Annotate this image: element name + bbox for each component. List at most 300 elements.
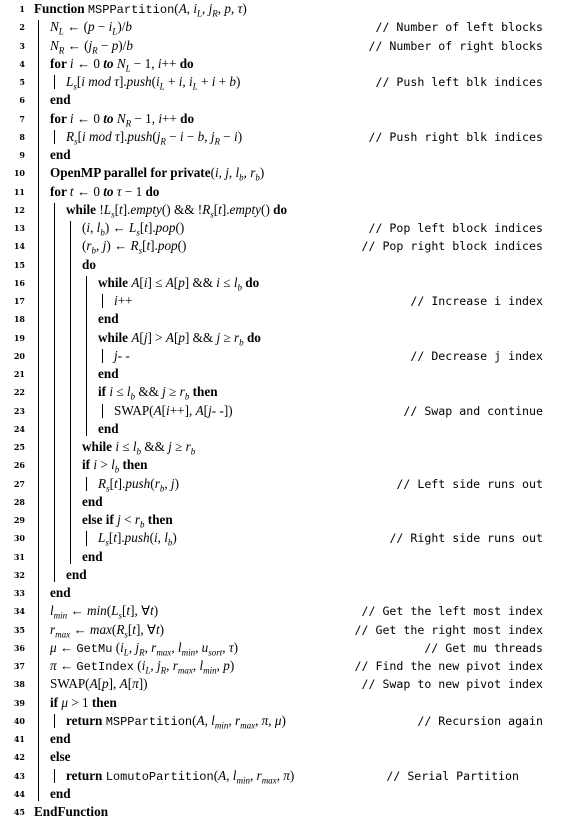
code-token: EndFunction xyxy=(34,804,109,819)
code-token: + xyxy=(197,74,212,89)
algorithm-line xyxy=(0,657,567,675)
code-token: j xyxy=(162,384,166,400)
code-token: j xyxy=(88,37,93,53)
code-token: R xyxy=(160,665,167,676)
algorithm-line xyxy=(0,164,567,182)
line-code xyxy=(50,584,71,602)
line-code xyxy=(114,402,233,420)
code-token: R xyxy=(125,118,132,129)
code-token: && xyxy=(141,439,169,454)
code-token: max xyxy=(156,647,172,658)
code-token: b xyxy=(136,446,142,457)
block-bar xyxy=(102,404,103,418)
line-comment: // Increase i index xyxy=(410,294,543,308)
code-token: max xyxy=(89,621,112,637)
algorithm-line xyxy=(0,493,567,511)
code-token: ← ( xyxy=(64,37,89,53)
code-token: L xyxy=(129,220,137,235)
code-token: i xyxy=(93,457,98,473)
code-token: ] && xyxy=(184,274,217,290)
code-token: ++], xyxy=(169,402,196,418)
code-token: ], ∀ xyxy=(130,603,151,619)
algorithm-line xyxy=(0,55,567,73)
code-token: A xyxy=(89,676,98,692)
code-token: while xyxy=(98,329,132,345)
code-token: i xyxy=(86,220,91,235)
code-token: i xyxy=(178,74,183,89)
code-token: [ xyxy=(203,402,209,418)
line-number: 7 xyxy=(19,113,25,124)
code-token: t xyxy=(126,603,131,619)
code-token: , xyxy=(96,238,103,254)
code-token: l xyxy=(111,457,115,473)
code-token: GetIndex xyxy=(76,660,134,674)
line-number: 27 xyxy=(13,478,25,489)
code-token: if xyxy=(98,384,110,400)
line-number: 9 xyxy=(19,150,25,160)
algorithm-line xyxy=(0,183,567,201)
line-number: 5 xyxy=(19,77,25,87)
code-token: max xyxy=(261,775,277,786)
code-token: for xyxy=(50,183,70,199)
code-token: L xyxy=(145,665,151,676)
code-token: push xyxy=(125,475,151,491)
code-token: j xyxy=(170,475,175,491)
code-token: l xyxy=(211,712,215,728)
code-token: A xyxy=(196,712,205,728)
code-token: min xyxy=(181,647,196,658)
code-token: + xyxy=(164,74,179,89)
code-token: end xyxy=(98,311,119,327)
code-token: i xyxy=(120,639,124,655)
code-token: max xyxy=(240,720,256,731)
line-comment: // Push left blk indices xyxy=(375,75,543,89)
code-token: b xyxy=(114,464,120,475)
code-token: ← ( xyxy=(63,19,88,35)
code-token: − 1, xyxy=(131,110,159,126)
code-token: push xyxy=(124,530,150,546)
line-number: 1 xyxy=(19,4,25,14)
code-token: ) xyxy=(259,165,265,181)
code-token: [ xyxy=(127,676,133,692)
code-token: j xyxy=(117,512,121,527)
code-token: j xyxy=(156,658,161,673)
code-token: i xyxy=(166,402,170,418)
code-token: − xyxy=(97,37,112,53)
code-token: i mod τ xyxy=(81,128,120,144)
block-bar xyxy=(86,477,87,491)
code-token: j xyxy=(225,165,229,181)
code-token: A xyxy=(218,767,227,783)
line-number: 16 xyxy=(13,277,25,288)
code-token: , xyxy=(90,220,97,235)
algorithm-line xyxy=(0,584,567,602)
line-number: 35 xyxy=(13,624,25,635)
code-token: end xyxy=(66,566,87,582)
code-token: end xyxy=(98,366,119,381)
code-token: j xyxy=(208,402,212,418)
code-token: do xyxy=(179,55,194,71)
code-token: A xyxy=(165,274,174,290)
code-token: s xyxy=(111,209,115,220)
code-token: l xyxy=(177,639,182,655)
code-token: do xyxy=(180,110,195,126)
code-token: s xyxy=(106,483,110,494)
code-token: for xyxy=(50,110,70,126)
line-number: 32 xyxy=(13,569,25,580)
code-token: L xyxy=(192,81,198,92)
code-token: N xyxy=(50,19,59,35)
line-comment: // Swap to new pivot index xyxy=(361,677,543,692)
code-token: pop xyxy=(157,238,178,254)
code-token: b xyxy=(184,391,190,402)
code-token: end xyxy=(50,731,71,746)
code-token: b xyxy=(140,519,145,530)
code-token: push xyxy=(127,128,153,144)
line-comment: // Get the right most index xyxy=(354,622,543,637)
code-token: p xyxy=(223,658,230,673)
code-token: to xyxy=(103,110,117,126)
code-token: > 1 xyxy=(67,694,92,710)
code-token: r xyxy=(151,639,157,655)
code-token: l xyxy=(235,165,240,181)
code-token: , xyxy=(226,767,233,783)
code-token: s xyxy=(138,245,143,256)
line-number: 20 xyxy=(13,350,25,361)
line-number: 15 xyxy=(13,259,25,270)
code-token: sort xyxy=(208,647,223,658)
code-token: b xyxy=(167,537,173,548)
code-token: [ xyxy=(173,274,179,290)
algorithm-line xyxy=(0,730,567,748)
code-token: end xyxy=(50,785,71,801)
code-token: ≤ xyxy=(113,384,127,400)
code-token: t xyxy=(150,603,154,619)
code-token: l xyxy=(233,274,238,290)
code-token: [ xyxy=(122,603,127,619)
code-token: R xyxy=(139,647,145,658)
code-token: end xyxy=(82,548,103,564)
line-number: 23 xyxy=(13,405,25,416)
code-token: ) xyxy=(242,1,247,16)
block-bar xyxy=(86,276,87,436)
code-token: ! xyxy=(99,201,104,217)
algorithm-line xyxy=(0,785,567,803)
code-token: ← 0 xyxy=(73,110,104,126)
code-token: SWAP( xyxy=(114,402,154,418)
code-token: ( xyxy=(210,165,215,181)
code-token: end xyxy=(50,585,71,600)
code-token: end xyxy=(82,493,103,509)
algorithm-line xyxy=(0,201,567,219)
code-token: ( xyxy=(82,238,87,254)
code-token: ]. xyxy=(147,220,156,235)
line-number: 29 xyxy=(13,515,25,525)
code-token: MSPPartition xyxy=(105,714,193,729)
line-code xyxy=(34,803,108,821)
code-token: j xyxy=(102,238,107,254)
block-bar xyxy=(70,221,71,564)
code-token: p xyxy=(102,676,109,692)
code-token: τ xyxy=(228,639,234,655)
code-token: L xyxy=(197,8,203,19)
code-token: A xyxy=(131,329,140,345)
code-token: t xyxy=(132,621,136,637)
code-token: ) xyxy=(174,475,179,491)
code-token: ( xyxy=(149,530,154,546)
code-token: push xyxy=(126,74,152,89)
code-token: b xyxy=(239,337,244,348)
line-number: 24 xyxy=(13,423,25,434)
code-token: ++ xyxy=(161,55,180,71)
code-token: ← xyxy=(67,603,87,619)
code-token: R xyxy=(202,201,211,217)
code-token: i xyxy=(214,165,219,181)
code-token: p xyxy=(111,37,119,53)
code-token: ++ xyxy=(162,110,181,126)
algorithm-line xyxy=(0,602,567,620)
code-token: i xyxy=(69,55,74,71)
algorithm-line xyxy=(0,621,567,639)
code-token: b xyxy=(255,172,260,183)
line-comment: // Get the left most index xyxy=(361,604,543,619)
code-token: [ xyxy=(76,74,82,89)
code-token: ≥ xyxy=(220,329,235,345)
code-token: t xyxy=(146,238,151,254)
code-token: i xyxy=(211,74,216,89)
line-code xyxy=(50,183,159,201)
code-token: , xyxy=(128,639,136,655)
line-number: 37 xyxy=(13,661,25,671)
code-token: π xyxy=(50,658,57,673)
block-bar xyxy=(38,20,39,801)
code-token: + xyxy=(215,74,230,89)
code-token: i xyxy=(158,110,162,126)
code-token: μ xyxy=(50,639,57,655)
code-token: [ xyxy=(161,402,167,418)
code-token: j xyxy=(210,128,215,144)
line-number: 3 xyxy=(19,40,25,51)
line-comment: // Left side runs out xyxy=(396,476,543,491)
code-token: ) xyxy=(233,639,239,655)
line-number: 10 xyxy=(13,168,25,179)
code-token: R xyxy=(58,45,65,56)
code-token: A xyxy=(153,402,162,418)
code-token: < xyxy=(120,512,135,527)
code-token: ← xyxy=(70,621,90,637)
code-token: i xyxy=(69,110,74,126)
line-number: 33 xyxy=(13,588,25,598)
block-bar xyxy=(54,130,55,144)
line-code xyxy=(82,493,103,511)
code-token: ]. xyxy=(116,530,125,546)
line-comment: // Swap and continue xyxy=(403,403,543,418)
code-token: , xyxy=(255,712,262,728)
code-token: , xyxy=(192,658,200,673)
line-code xyxy=(50,91,71,109)
algorithm-line xyxy=(0,146,567,164)
code-token: ( xyxy=(174,1,179,16)
code-token: ) ← xyxy=(104,220,130,235)
algorithm-line xyxy=(0,73,567,91)
algorithm-line xyxy=(0,219,567,237)
algorithm-line xyxy=(0,438,567,456)
code-token: , xyxy=(268,712,275,728)
line-code xyxy=(114,292,133,310)
code-token: L xyxy=(58,26,64,37)
code-token: do xyxy=(273,201,288,217)
algorithm-line xyxy=(0,675,567,693)
code-token: r xyxy=(172,658,178,673)
code-token: ← xyxy=(56,658,77,673)
code-token: [ xyxy=(139,329,144,345)
line-number: 40 xyxy=(13,715,25,726)
line-number: 11 xyxy=(13,186,25,197)
code-token: , xyxy=(204,712,212,728)
code-token: - -]) xyxy=(211,402,233,418)
algorithm-line xyxy=(0,456,567,474)
code-token: [ xyxy=(108,530,114,546)
code-token: , xyxy=(230,1,238,16)
code-token: else xyxy=(50,749,71,765)
code-token: ) ← xyxy=(106,238,131,254)
code-token: ( xyxy=(82,220,87,235)
code-token: max xyxy=(177,665,193,676)
code-token: ← 0 xyxy=(73,55,104,71)
code-token: L xyxy=(123,647,129,658)
code-token: i xyxy=(216,274,220,290)
line-comment: // Find the new pivot index xyxy=(354,659,543,673)
code-token: return xyxy=(66,767,106,783)
code-token: t xyxy=(113,530,117,546)
code-token: τ xyxy=(116,183,122,199)
line-comment: // Serial Partition xyxy=(386,768,519,783)
code-token: p xyxy=(178,274,185,290)
code-token: , xyxy=(157,530,165,546)
code-token: do xyxy=(145,183,160,199)
code-token: ], ∀ xyxy=(135,621,156,637)
code-token: r xyxy=(134,512,140,527)
code-token: L xyxy=(103,201,112,217)
code-token: r xyxy=(234,329,240,345)
line-number: 31 xyxy=(13,551,25,562)
code-token: μ xyxy=(274,712,282,728)
line-comment: // Number of right blocks xyxy=(368,38,543,53)
code-token: ≥ xyxy=(165,384,180,400)
code-token: [ xyxy=(139,274,144,290)
code-token: l xyxy=(132,439,137,454)
line-number: 13 xyxy=(13,223,25,233)
code-token: ], xyxy=(108,676,120,692)
block-bar xyxy=(102,349,103,363)
code-token: , xyxy=(217,1,225,16)
algorithm-line xyxy=(0,566,567,584)
line-code xyxy=(50,730,71,748)
code-token: l xyxy=(232,767,237,783)
code-token: i xyxy=(141,658,146,673)
code-token: s xyxy=(73,81,77,92)
code-token: p xyxy=(88,19,95,35)
code-token: i xyxy=(157,55,162,71)
code-token: t xyxy=(155,621,160,637)
code-token: empty xyxy=(130,201,162,217)
code-token: , xyxy=(144,639,152,655)
code-token: , xyxy=(195,639,202,655)
line-number: 17 xyxy=(13,296,25,306)
code-token: i xyxy=(153,530,158,546)
code-token: ≤ xyxy=(119,439,133,454)
code-token: ≤ xyxy=(219,274,234,290)
code-token: , xyxy=(204,128,211,144)
code-token: ) xyxy=(281,712,286,728)
line-number: 14 xyxy=(13,241,25,252)
line-number: 43 xyxy=(13,770,25,781)
code-token: , xyxy=(243,165,251,181)
line-number: 8 xyxy=(19,131,25,142)
block-bar xyxy=(54,769,55,783)
code-token: b xyxy=(159,483,165,494)
algorithm-line xyxy=(0,712,567,730)
line-number: 6 xyxy=(19,95,25,106)
code-token: if xyxy=(82,457,94,473)
code-token: r xyxy=(234,712,241,728)
code-token: ] ≤ xyxy=(147,274,166,290)
code-token: () && ! xyxy=(161,201,203,217)
line-number: 28 xyxy=(13,496,25,507)
algorithm-line xyxy=(0,548,567,566)
code-token: ) xyxy=(236,74,241,89)
code-token: R xyxy=(214,136,220,147)
code-token: r xyxy=(250,165,256,181)
code-token: ]. xyxy=(118,74,127,89)
code-token: s xyxy=(105,537,109,548)
code-token: then xyxy=(91,694,117,710)
code-token: min xyxy=(86,603,107,619)
code-token: b xyxy=(229,74,236,89)
algorithm-line xyxy=(0,748,567,766)
code-token: LomutoPartition xyxy=(105,769,214,784)
code-token: A xyxy=(119,676,128,692)
line-code xyxy=(82,256,96,274)
code-token: ( xyxy=(192,712,197,728)
code-token: b xyxy=(125,19,132,35)
code-token: [ xyxy=(114,201,120,217)
code-token: then xyxy=(192,384,218,400)
code-token: L xyxy=(66,74,74,89)
code-token: i xyxy=(143,274,148,290)
code-token: ( xyxy=(213,767,219,783)
code-token: else if xyxy=(82,512,118,527)
algorithm-line xyxy=(0,0,567,18)
code-token: return xyxy=(66,712,106,728)
block-bar xyxy=(86,531,87,545)
line-number: 2 xyxy=(19,22,25,33)
code-token: ( xyxy=(112,639,121,655)
code-token: s xyxy=(136,227,140,238)
code-token: i xyxy=(179,128,184,144)
code-token: − xyxy=(94,19,109,35)
code-token: ← xyxy=(56,639,77,655)
code-token: A xyxy=(195,402,204,418)
code-token: − xyxy=(219,128,235,144)
code-token: pop xyxy=(155,220,176,235)
code-token: t xyxy=(119,201,123,217)
code-token: b xyxy=(239,172,244,183)
code-token: A xyxy=(178,1,187,16)
code-token: j xyxy=(135,639,140,655)
code-token: i xyxy=(108,19,113,35)
line-code xyxy=(82,548,103,566)
